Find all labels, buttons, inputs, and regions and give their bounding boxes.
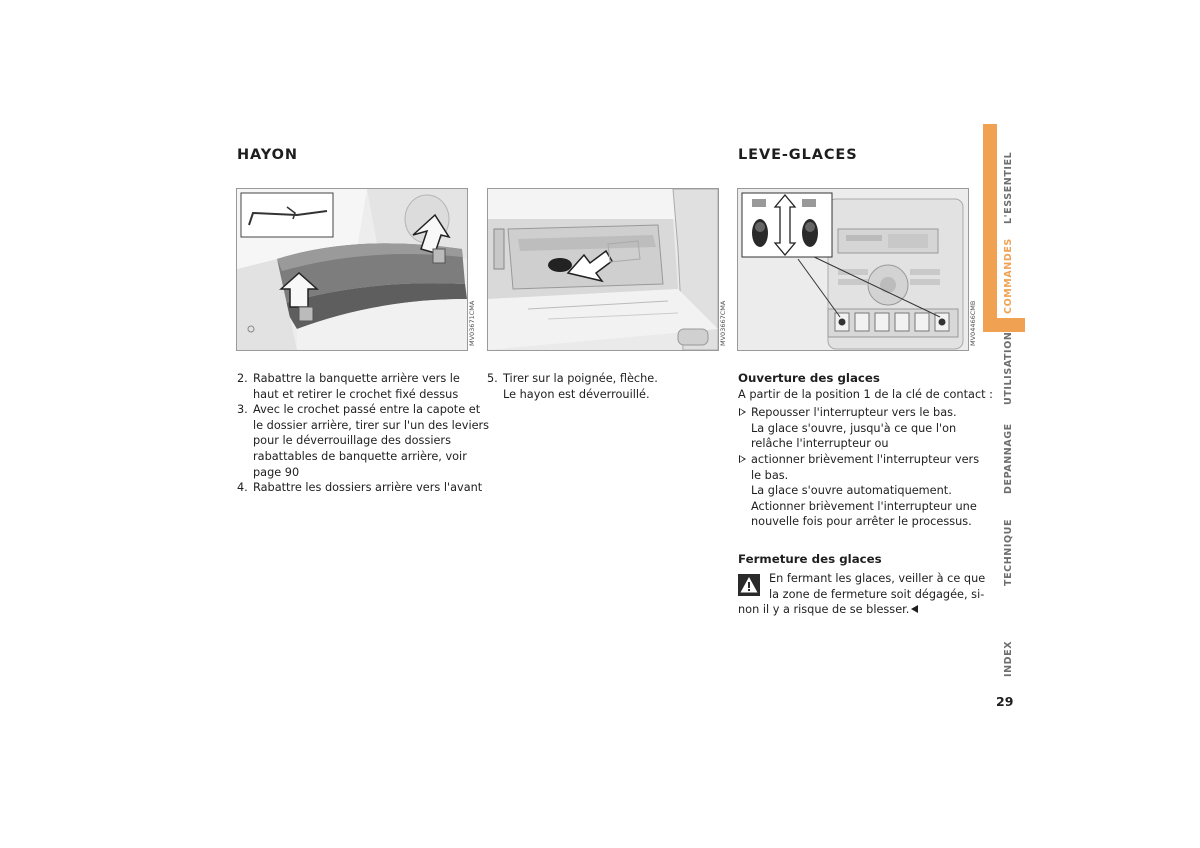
step-line: Le hayon est déverrouillé. (503, 387, 650, 401)
bullet-item (738, 452, 983, 530)
opening-section (738, 371, 993, 530)
warning-line: la zone de fermeture soit dégagée, si- (769, 587, 985, 601)
figure-code: MV03671CMA (468, 300, 476, 346)
bullet-triangle-icon (739, 455, 746, 463)
step-line: Avec le crochet passé entre la capote et (253, 403, 481, 417)
warning-icon (738, 574, 760, 596)
warning-line: En fermant les glaces, veiller à ce que (769, 572, 986, 585)
warning-line: non il y a risque de se blesser. (738, 603, 910, 616)
bullet-line: relâche l'interrupteur ou (751, 437, 889, 451)
end-marker-icon (911, 605, 918, 613)
bullet-line: La glace s'ouvre, jusqu'à ce que l'on (751, 421, 957, 435)
bullet-line: Actionner brièvement l'interrupteur une (751, 499, 977, 513)
step-number: 3. (237, 403, 248, 417)
trunk-handle-figure (487, 188, 719, 351)
step-line: rabattables de banquette arrière, voir (253, 449, 467, 463)
step-number: 5. (487, 372, 498, 385)
tab-depannage[interactable]: DEPANNAGE (1003, 423, 1014, 494)
warning-text-bottom (738, 602, 918, 618)
tab-technique[interactable]: TECHNIQUE (1003, 518, 1014, 586)
step-line: haut et retirer le crochet fixé dessus (253, 387, 459, 401)
steps-list-col2 (487, 371, 712, 402)
bullet-item (738, 405, 983, 452)
section-heading-hayon: HAYON (237, 147, 298, 163)
step-item (237, 480, 483, 496)
active-tab-bar-foot (983, 318, 1025, 332)
bullet-line: le bas. (751, 468, 789, 482)
rear-seat-illustration (237, 189, 467, 350)
subsection-title: Fermeture des glaces (738, 552, 882, 566)
step-number: 2. (237, 372, 248, 385)
intro-text: A partir de la position 1 de la clé de contact : (738, 387, 993, 401)
figure-code: MV04466CMB (969, 300, 977, 346)
bullet-triangle-icon (739, 408, 746, 416)
closing-section (738, 552, 983, 568)
tab-utilisation[interactable]: UTILISATION (1003, 331, 1014, 405)
figure-code: MV03667CMA (719, 300, 727, 346)
rear-seat-figure (236, 188, 468, 351)
steps-list-col1 (237, 371, 490, 496)
step-item (237, 402, 490, 480)
tab-commandes[interactable]: COMMANDES (1003, 238, 1014, 314)
bullet-line: La glace s'ouvre automatiquement. (751, 484, 952, 498)
active-tab-bar (983, 124, 997, 332)
step-line: Tirer sur la poignée, flèche. (503, 372, 658, 385)
warning-text-top (769, 571, 985, 602)
step-line: pour le déverrouillage des dossiers (253, 434, 451, 448)
trunk-handle-illustration (488, 189, 718, 350)
bullet-line: Repousser l'interrupteur vers le bas. (751, 406, 957, 420)
subsection-title: Ouverture des glaces (738, 371, 880, 385)
window-switches-illustration (738, 189, 968, 350)
step-number: 4. (237, 481, 248, 495)
bullet-line: actionner brièvement l'interrupteur vers (751, 452, 980, 466)
tab-lessentiel[interactable]: L'ESSENTIEL (1003, 151, 1014, 224)
section-heading-leve-glaces: LEVE-GLACES (738, 147, 858, 163)
tab-index[interactable]: INDEX (1003, 640, 1014, 677)
window-switches-figure (737, 188, 969, 351)
page-number: 29 (996, 694, 1014, 709)
step-line: le dossier arrière, tirer sur l'un des leviers (253, 418, 490, 432)
step-line: Rabattre les dossiers arrière vers l'avant (253, 481, 483, 495)
bullet-line: nouvelle fois pour arrêter le processus. (751, 515, 972, 529)
step-item (487, 371, 712, 402)
step-line: Rabattre la banquette arrière vers le (253, 372, 460, 385)
step-item (237, 371, 477, 402)
warning-line-last (738, 602, 918, 618)
step-line: page 90 (253, 465, 300, 479)
